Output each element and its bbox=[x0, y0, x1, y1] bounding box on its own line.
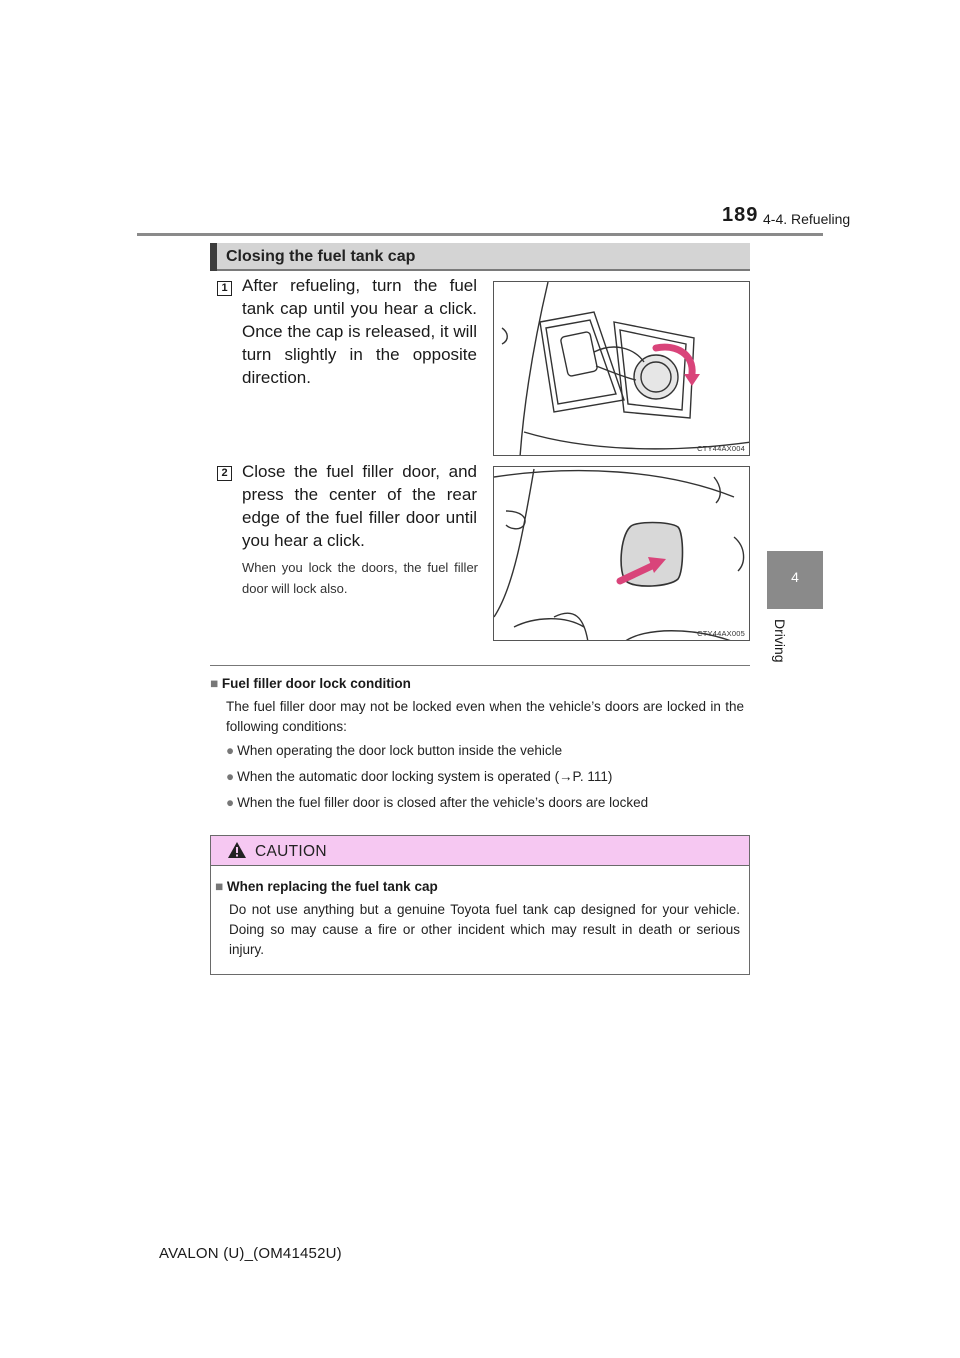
info-marker: ■ bbox=[210, 676, 219, 691]
bullet-text: When the fuel filler door is closed after the vehicle’s doors are locked bbox=[237, 795, 649, 810]
bullet-text: When the automatic door locking system is operated (→P. 111) bbox=[237, 769, 613, 784]
step-1-text: After refueling, turn the fuel tank cap until you hear a click. Once the cap is released, it will turn slightly in the opposite direction. bbox=[242, 276, 477, 387]
info-title-text: Fuel filler door lock condition bbox=[221, 676, 411, 691]
section-heading: Closing the fuel tank cap bbox=[226, 248, 416, 265]
info-bullet bbox=[226, 795, 648, 810]
chapter-label: Driving bbox=[772, 619, 788, 663]
figure-fuel-door bbox=[493, 466, 750, 641]
warning-triangle-icon bbox=[227, 841, 247, 859]
caution-subtitle bbox=[215, 879, 438, 894]
figure-code: CTY44AX004 bbox=[697, 444, 745, 453]
footer-model: AVALON (U)_(OM41452U) bbox=[159, 1245, 342, 1262]
bullet-marker: ● bbox=[226, 795, 235, 810]
step-2-number: 2 bbox=[217, 466, 232, 481]
info-text: The fuel filler door may not be locked even when the vehicle’s doors are locked in the following conditions: bbox=[226, 699, 744, 734]
section-label: 4-4. Refueling bbox=[763, 211, 851, 227]
page-number: 189 bbox=[722, 204, 759, 226]
info-bullet bbox=[226, 743, 562, 758]
fuel-door-illustration bbox=[494, 467, 750, 641]
bullet-marker: ● bbox=[226, 743, 235, 758]
section-heading-bar bbox=[210, 243, 217, 271]
caution-text: Do not use anything but a genuine Toyota fuel tank cap designed for your vehicle. Doing so may cause a fire or other incident which may result in death or serious injury. bbox=[229, 902, 740, 957]
caution-subtitle-text: When replacing the fuel tank cap bbox=[226, 879, 438, 894]
caution-title: CAUTION bbox=[255, 843, 327, 860]
chapter-number: 4 bbox=[791, 569, 799, 585]
section-divider bbox=[210, 665, 750, 666]
figure-fuel-cap bbox=[493, 281, 750, 456]
bullet-marker: ● bbox=[226, 769, 235, 784]
header-rule bbox=[137, 233, 823, 236]
figure-code: CTY44AX005 bbox=[697, 629, 745, 638]
step-2-note: When you lock the doors, the fuel filler door will lock also. bbox=[242, 560, 478, 596]
info-title bbox=[210, 676, 411, 691]
step-2-text: Close the fuel filler door, and press the center of the rear edge of the fuel filler door until you hear a click. bbox=[242, 462, 477, 550]
step-1-number: 1 bbox=[217, 281, 232, 296]
fuel-cap-illustration bbox=[494, 282, 750, 456]
caution-marker: ■ bbox=[215, 879, 224, 894]
info-bullet bbox=[226, 769, 612, 784]
bullet-text: When operating the door lock button inside the vehicle bbox=[237, 743, 563, 758]
